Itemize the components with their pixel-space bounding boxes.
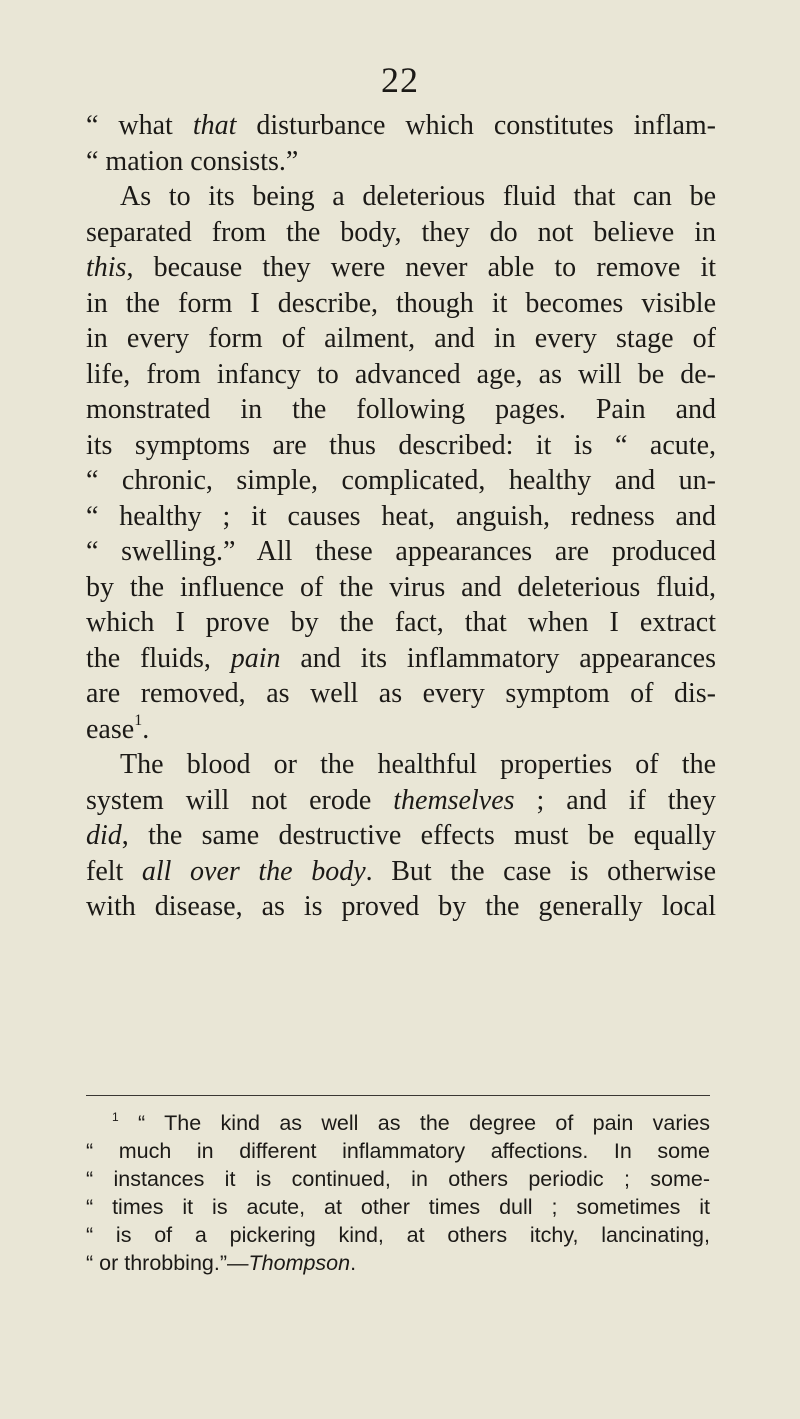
footnote-line: “ is of a pickering kind, at others itchy, lancinating, [86,1223,710,1247]
footnote-mark: 1 [112,1110,119,1124]
text-line: its symptoms are thus described: it is “ acute, [86,429,716,461]
text-line: “ mation consists.” [86,145,299,177]
text-line: system will not erode themselves ; and if they [86,784,716,816]
text-line: “ healthy ; it causes heat, anguish, redness and [86,500,716,532]
text-line: felt all over the body. But the case is otherwise [86,855,716,887]
italic-text: pain [230,642,281,674]
italic-text: themselves [393,784,515,816]
italic-text: this [86,252,127,283]
text-line: in the form I describe, though it becomes visible [86,287,716,319]
footnote-author: Thompson [248,1251,351,1275]
text-line: by the influence of the virus and deleterious fluid, [86,571,716,603]
italic-text: did [86,820,122,851]
text-line: life, from infancy to advanced age, as will be de- [86,358,716,390]
body-text [86,108,716,925]
text-line: which I prove by the fact, that when I extract [86,607,716,638]
footnote-line: “ times it is acute, at other times dull ; sometimes it [86,1195,710,1219]
text-line: did, the same destructive effects must be equally [86,820,716,851]
italic-text: all over the body [141,855,366,887]
text-line: the fluids, pain and its inflammatory appearances [86,642,716,674]
text-line: with disease, as is proved by the generally local [86,891,716,922]
text-line: ease$^1$. [86,711,150,745]
italic-text: that [192,110,237,141]
footnote-line: “ much in different inflammatory affections. In some [86,1139,710,1163]
text-line: are removed, as well as every symptom of dis- [86,678,716,709]
text-line: monstrated in the following pages. Pain and [86,394,716,425]
text-line: The blood or the healthful properties of the [120,749,716,780]
footnote-line: $^1$ “ The kind as well as the degree of pain varies [112,1110,710,1135]
text-line: “ swelling.” All these appearances are produced [86,536,716,567]
page-number: 22 [381,60,419,100]
text-line: “ chronic, simple, complicated, healthy and un- [86,465,716,496]
text-line: separated from the body, they do not believe in [86,216,716,248]
footnote [86,1109,710,1277]
footnote-line: “ instances it is continued, in others periodic ; some- [86,1167,710,1191]
footnote-line: “ or throbbing.”—Thompson. [86,1251,357,1275]
text-line: this, because they were never able to remove it [86,252,716,283]
footnote-divider [86,1095,710,1096]
text-line: As to its being a deleterious fluid that can be [120,181,716,212]
footnote-reference: 1 [134,711,143,729]
text-line: “ what that disturbance which constitutes inflam- [86,110,716,141]
text-line: in every form of ailment, and in every stage of [86,323,716,354]
